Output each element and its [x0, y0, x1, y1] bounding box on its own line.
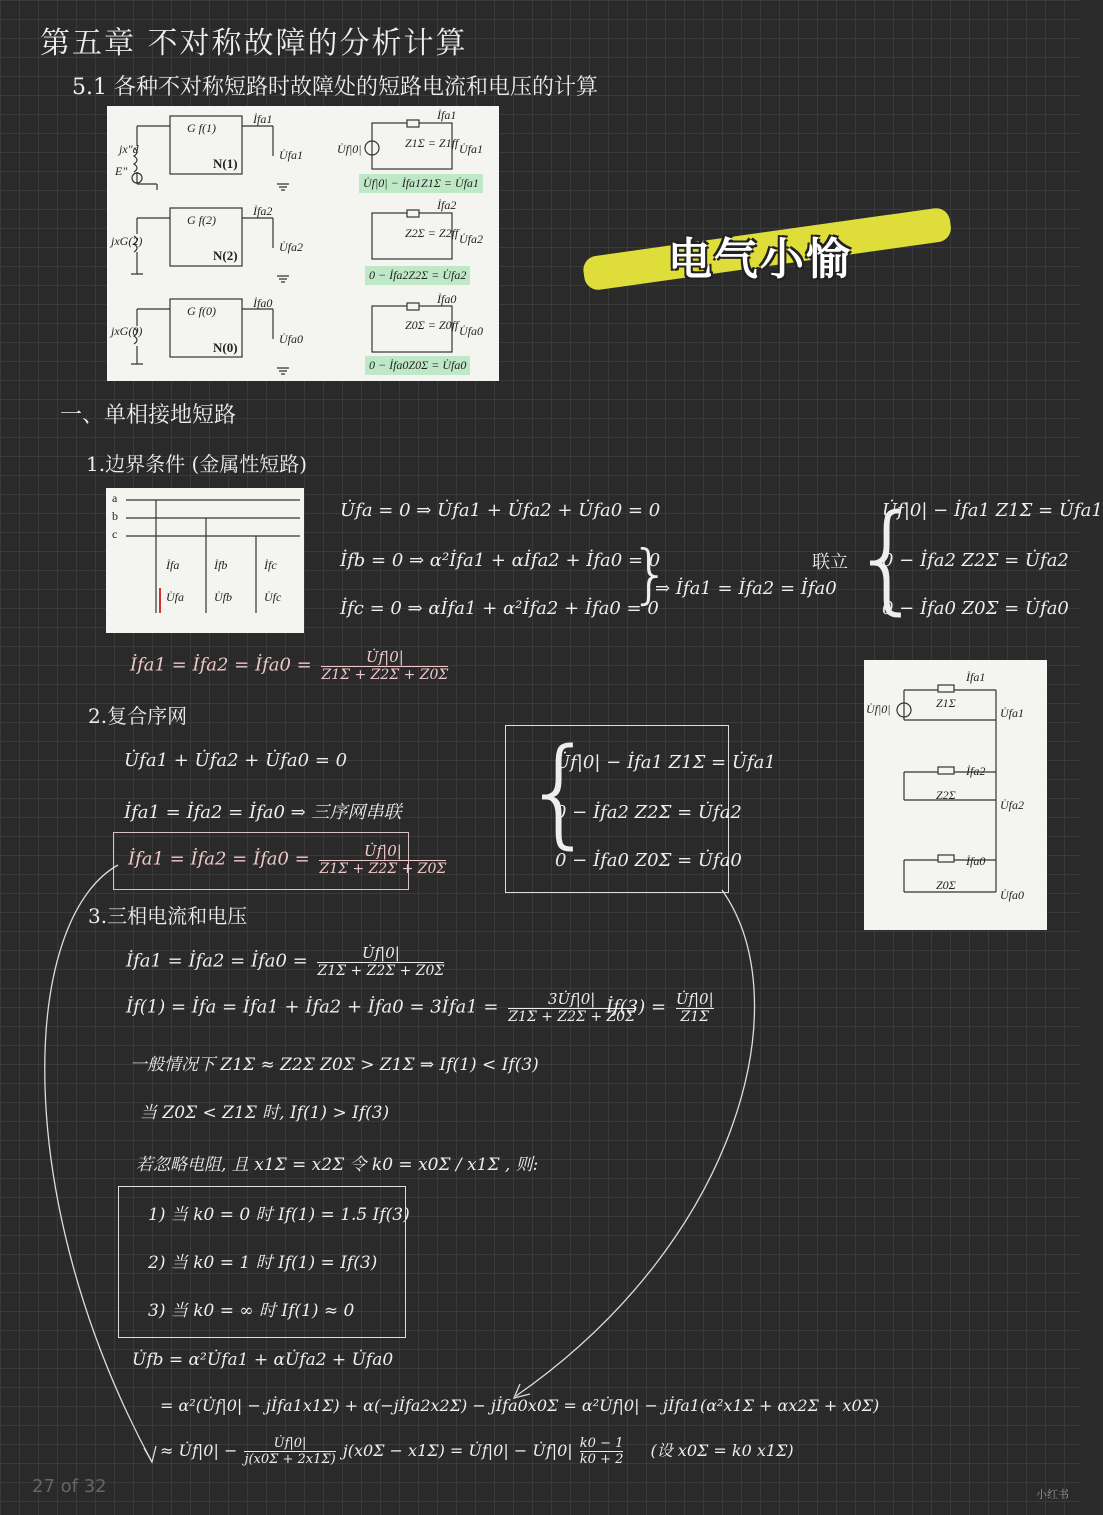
circuit-voltage-2: U̇fa2 — [459, 232, 483, 246]
joint-eq-1: U̇f|0| − İfa1 Z1Σ = U̇fa1 — [882, 500, 1103, 521]
composite-source: U̇f|0| — [866, 702, 891, 716]
right-brace: } — [630, 538, 671, 612]
voltage-label-3: U̇fa0 — [279, 332, 303, 346]
box-eq-1: U̇f|0| − İfa1 Z1Σ = U̇fa1 — [555, 752, 776, 773]
boundary-condition-heading: 1.边界条件 (金属性短路) — [86, 452, 308, 476]
phase-b-label: b — [112, 509, 118, 523]
ufb3-num: U̇f|0| — [244, 1436, 335, 1452]
ufb-eq-2: = α²(U̇f|0| − jİfa1x1Σ) + α(−jİfa2x2Σ) − jİfa0x0Σ = α²U̇f|0| − jİfa1(α²x1Σ + αx2Σ + x0Σ) — [160, 1396, 880, 1415]
boxed-current-lhs: İfa1 = İfa2 = İfa0 = — [128, 848, 310, 870]
left-brace-joint: { — [850, 488, 926, 626]
watermark-text: 电气小愉 — [667, 234, 852, 286]
network-box-3: N(0) — [213, 340, 238, 355]
composite-eq-2: İfa1 = İfa2 = İfa0 ⇒ 三序网串联 — [124, 802, 402, 823]
circuit-voltage-1: U̇fa1 — [459, 142, 483, 156]
voltage-c-label: U̇fc — [264, 590, 282, 604]
sec3-eq2-den: Z1Σ + Z2Σ + Z0Σ — [508, 1009, 636, 1025]
joint-label: 联立 — [812, 552, 848, 573]
chapter-title: 第五章 不对称故障的分析计算 — [40, 26, 468, 61]
boundary-eq-2: İfb = 0 ⇒ α²İfa1 + αİfa2 + İfa0 = 0 — [340, 550, 661, 571]
composite-i2: İfa2 — [966, 764, 986, 778]
ufb3-frac-num: k0 − 1 — [579, 1436, 624, 1451]
current-label-3: İfa0 — [253, 296, 273, 310]
sec3-eq3-lhs: İf(3) = — [606, 996, 667, 1018]
sec3-eq3-den: Z1Σ — [680, 1009, 710, 1025]
composite-v2: U̇fa2 — [1000, 798, 1024, 812]
circuit-impedance-3: Z0Σ = Z0ff — [405, 318, 459, 332]
ufb3-note: (设 x0Σ = k0 x1Σ) — [650, 1441, 794, 1460]
circuit-impedance-1: Z1Σ = Z1ff — [405, 136, 459, 150]
voltage-label-2: U̇fa2 — [279, 240, 303, 254]
ufb3-den: j(x0Σ + 2x1Σ) — [244, 1452, 336, 1467]
circuit-voltage-3: U̇fa0 — [459, 324, 483, 338]
sequence-current-num: U̇f|0| — [321, 648, 448, 667]
joint-eq-3: 0 − İfa0 Z0Σ = U̇fa0 — [882, 598, 1069, 619]
voltage-label-1: U̇fa1 — [279, 148, 303, 162]
source-reactance-label-3: jxG(0) — [111, 324, 143, 338]
boundary-result: ⇒ İfa1 = İfa2 = İfa0 — [655, 578, 837, 599]
composite-z2: Z2Σ — [936, 788, 956, 802]
composite-eq-1: U̇fa1 + U̇fa2 + U̇fa0 = 0 — [124, 750, 348, 771]
composite-i3: İfa0 — [966, 854, 986, 868]
source-reactance-label-1: jx″d — [119, 142, 139, 156]
source-reactance-label-2: jxG(2) — [111, 234, 143, 248]
ufb3-frac-den: k0 + 2 — [579, 1452, 624, 1467]
case-1: 1) 当 k0 = 0 时 If(1) = 1.5 If(3) — [148, 1205, 410, 1225]
sequence-current-lhs: İfa1 = İfa2 = İfa0 = — [130, 654, 312, 676]
equation-box-1: U̇f|0| − İfa1Z1Σ = U̇fa1 — [359, 174, 483, 193]
port-label-1: G f(1) — [187, 121, 216, 135]
circuit-current-1: İfa1 — [437, 108, 457, 122]
section1-heading: 一、单相接地短路 — [60, 403, 237, 428]
joint-eq-2: 0 − İfa2 Z2Σ = U̇fa2 — [882, 550, 1069, 571]
composite-i1: İfa1 — [966, 670, 986, 684]
network-box-1: N(1) — [213, 156, 238, 171]
current-a-label: İfa — [166, 558, 180, 572]
ufb3-pre: ≈ U̇f|0| − — [160, 1441, 238, 1460]
boundary-eq-1: U̇fa = 0 ⇒ U̇fa1 + U̇fa2 + U̇fa0 = 0 — [340, 500, 661, 521]
case-2: 2) 当 k0 = 1 时 If(1) = If(3) — [148, 1253, 378, 1273]
ufb3-post: j(x0Σ − x1Σ) = U̇f|0| − U̇f|0| — [342, 1441, 573, 1460]
three-phase-heading: 3.三相电流和电压 — [88, 904, 248, 928]
composite-network-heading: 2.复合序网 — [88, 704, 188, 728]
port-label-2: G f(2) — [187, 213, 216, 227]
sec3-eq1-lhs: İfa1 = İfa2 = İfa0 = — [126, 950, 308, 972]
ignore-resistance: 若忽略电阻, 且 x1Σ = x2Σ 令 k0 = x0Σ / x1Σ , 则: — [136, 1155, 539, 1175]
boxed-current-num: U̇f|0| — [319, 842, 446, 861]
case-3: 3) 当 k0 = ∞ 时 If(1) ≈ 0 — [148, 1301, 355, 1321]
boxed-current-den: Z1Σ + Z2Σ + Z0Σ — [319, 861, 447, 877]
source-emf-label: E″ — [115, 164, 128, 178]
current-label-2: İfa2 — [253, 204, 273, 218]
sec3-eq2-num: 3U̇f|0| — [508, 990, 635, 1009]
phase-c-label: c — [112, 527, 118, 541]
voltage-b-label: U̇fb — [214, 590, 232, 604]
composite-z3: Z0Σ — [936, 878, 956, 892]
composite-v1: U̇fa1 — [1000, 706, 1024, 720]
current-b-label: İfb — [214, 558, 228, 572]
page-counter: 27 of 32 — [32, 1476, 107, 1497]
circuit-current-3: İfa0 — [437, 292, 457, 306]
left-brace-box: { — [522, 722, 598, 860]
port-label-3: G f(0) — [187, 304, 216, 318]
box-eq-3: 0 − İfa0 Z0Σ = U̇fa0 — [555, 850, 742, 871]
composite-v3: U̇fa0 — [1000, 888, 1024, 902]
composite-z1: Z1Σ — [936, 696, 956, 710]
voltage-a-label: U̇fa — [166, 590, 184, 604]
ufb-eq-1: U̇fb = α²U̇fa1 + αU̇fa2 + U̇fa0 — [132, 1350, 394, 1370]
equation-box-3: 0 − İfa0Z0Σ = U̇fa0 — [365, 356, 470, 375]
sequence-current-den: Z1Σ + Z2Σ + Z0Σ — [321, 667, 449, 683]
current-label-1: İfa1 — [253, 112, 273, 126]
app-logo: 小红书 — [1036, 1488, 1069, 1501]
phase-a-label: a — [112, 491, 118, 505]
section-title: 5.1 各种不对称短路时故障处的短路电流和电压的计算 — [72, 75, 598, 100]
sec3-eq1-num: U̇f|0| — [317, 944, 444, 963]
boundary-eq-3: İfc = 0 ⇒ αİfa1 + α²İfa2 + İfa0 = 0 — [340, 598, 659, 619]
general-case: 一般情况下 Z1Σ ≈ Z2Σ Z0Σ > Z1Σ ⇒ If(1) < If(3) — [130, 1055, 539, 1075]
box-eq-2: 0 − İfa2 Z2Σ = U̇fa2 — [555, 802, 742, 823]
network-box-2: N(2) — [213, 248, 238, 263]
circuit-current-2: İfa2 — [437, 198, 457, 212]
when-case: 当 Z0Σ < Z1Σ 时, If(1) > If(3) — [140, 1103, 390, 1123]
sec3-eq1-den: Z1Σ + Z2Σ + Z0Σ — [317, 963, 445, 979]
circuit-source-label: U̇f|0| — [337, 142, 362, 156]
current-c-label: İfc — [264, 558, 277, 572]
sec3-eq3-num: U̇f|0| — [675, 990, 714, 1008]
circuit-impedance-2: Z2Σ = Z2ff — [405, 226, 459, 240]
equation-box-2: 0 − İfa2Z2Σ = U̇fa2 — [365, 266, 470, 285]
sec3-eq2-lhs: İf(1) = İfa = İfa1 + İfa2 + İfa0 = 3İfa1 = — [126, 996, 499, 1018]
